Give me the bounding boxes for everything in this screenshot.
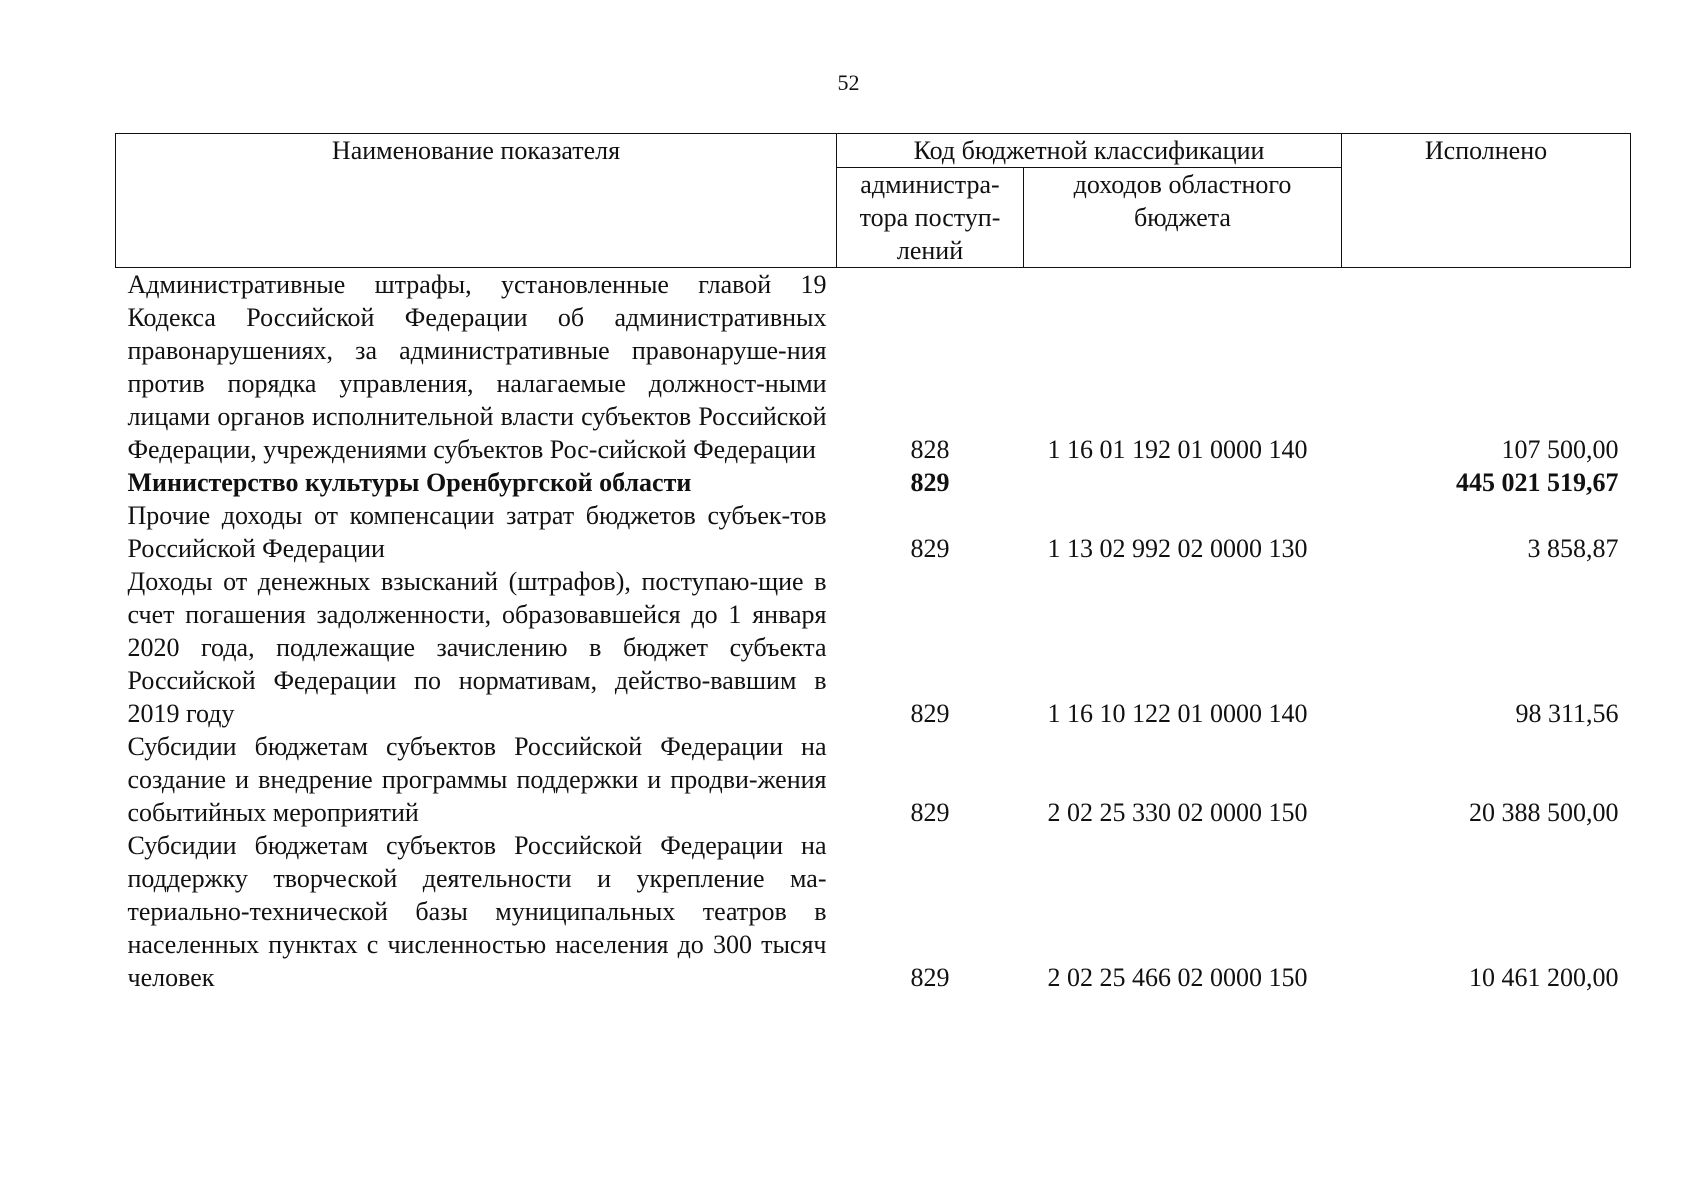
row-admin-code: 829 [910,534,950,563]
row-admin-code: 829 [910,468,950,497]
row-admin-code: 829 [910,798,950,827]
table-row [116,466,1631,499]
table-row [116,268,1631,467]
row-budget-code [1024,466,1342,499]
row-name: Административные штрафы, установленные главой 19 Кодекса Российской Федерации об административных правонарушениях, за административные правонаруше-ния против порядка управления, налагаемые должност-ными лицами органов исполнительной власти субъектов Российской Федерации, учреждениями субъектов Рос-сийской Федерации [127,270,827,464]
row-budget-code: 2 02 25 330 02 0000 150 [1047,798,1308,827]
row-executed: 10 461 200,00 [1469,963,1619,992]
row-admin-code: 829 [910,699,950,728]
row-name: Субсидии бюджетам субъектов Российской Федерации на создание и внедрение программы поддержки и продви-жения событийных мероприятий [127,732,827,827]
row-admin-code: 828 [910,435,950,464]
table-row [116,730,1631,829]
page-number: 52 [837,70,860,95]
header-name: Наименование показателя [116,134,837,268]
table-row [116,565,1631,730]
header-admin: администра-тора поступ-лений [837,168,1024,268]
row-admin-code: 829 [910,963,950,992]
row-executed: 98 311,56 [1515,699,1619,728]
header-code-group: Код бюджетной классификации [837,134,1342,168]
budget-table [115,133,1631,994]
row-name: Министерство культуры Оренбургской области [127,468,692,497]
row-executed: 445 021 519,67 [1456,468,1619,497]
row-name: Субсидии бюджетам субъектов Российской Федерации на поддержку творческой деятельности и укрепление ма-териально-технической базы муниципальных театров в населенных пунктах с численностью населения до 300 тысяч человек [127,831,827,992]
row-executed: 3 858,87 [1527,534,1619,563]
header-code: доходов областного бюджета [1024,168,1342,268]
table-row [116,829,1631,994]
row-budget-code: 1 16 01 192 01 0000 140 [1047,435,1308,464]
row-name: Доходы от денежных взысканий (штрафов), поступаю-щие в счет погашения задолженности, образовавшейся до 1 января 2020 года, подлежащие зачислению в бюджет субъекта Российской Федерации по нормативам, действо-вавшим в 2019 году [127,567,827,728]
row-name: Прочие доходы от компенсации затрат бюджетов субъек-тов Российской Федерации [127,501,827,563]
header-executed: Исполнено [1342,134,1631,268]
row-budget-code: 1 13 02 992 02 0000 130 [1047,534,1308,563]
row-executed: 107 500,00 [1501,435,1619,464]
row-budget-code: 2 02 25 466 02 0000 150 [1047,963,1308,992]
row-executed: 20 388 500,00 [1469,798,1619,827]
table-row [116,499,1631,565]
table-header [116,134,1631,268]
row-budget-code: 1 16 10 122 01 0000 140 [1047,699,1308,728]
table-body [116,268,1631,995]
